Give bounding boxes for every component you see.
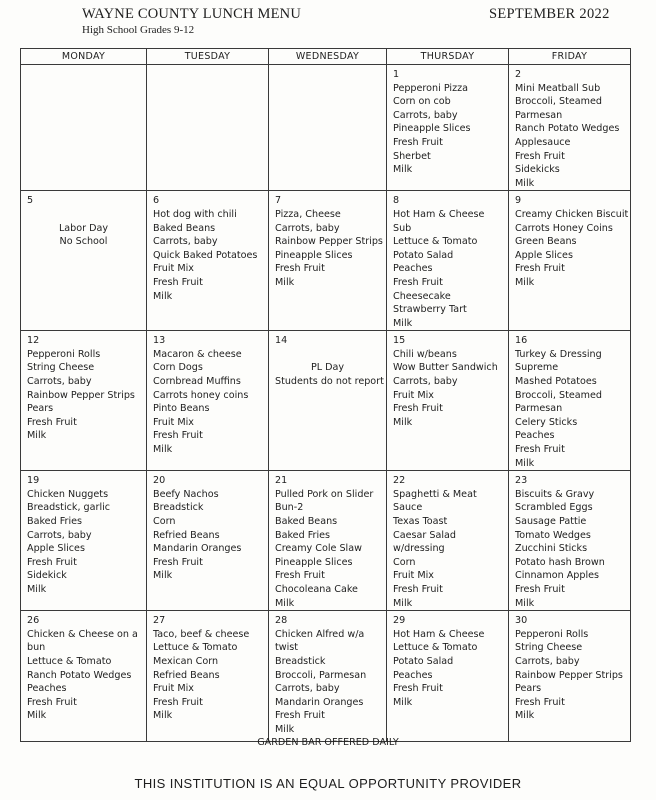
menu-item: Fresh Fruit — [393, 583, 443, 595]
day-cell — [147, 611, 269, 742]
menu-item: Milk — [275, 723, 295, 735]
menu-item: Tomato Wedges — [515, 529, 591, 541]
menu-item: Mandarin Oranges — [275, 696, 364, 708]
menu-item: Hot dog with chili — [153, 208, 237, 220]
week-row — [21, 471, 631, 611]
menu-title: WAYNE COUNTY LUNCH MENU — [82, 6, 302, 22]
menu-item: Rainbow Pepper Strips — [27, 389, 135, 401]
menu-item: Parmesan — [515, 109, 563, 121]
day-date: 27 — [153, 615, 166, 627]
menu-item: Pineapple Slices — [275, 249, 353, 261]
menu-item: Students do not report — [275, 376, 384, 388]
menu-item: Milk — [515, 710, 535, 722]
menu-item: Pulled Pork on Slider — [275, 488, 374, 500]
menu-item: Fresh Fruit — [393, 276, 443, 288]
menu-item: Caesar Salad — [393, 529, 456, 541]
menu-item: Peaches — [393, 669, 433, 681]
menu-item: Milk — [27, 583, 47, 595]
menu-item: Sidekicks — [515, 164, 560, 176]
menu-item: Creamy Cole Slaw — [275, 543, 362, 555]
day-date: 28 — [275, 615, 288, 627]
day-cell — [269, 191, 387, 331]
menu-item: Refried Beans — [153, 669, 220, 681]
menu-item: Baked Fries — [275, 529, 331, 541]
week-row — [21, 65, 631, 191]
menu-item: Labor Day — [58, 222, 109, 234]
menu-item: Biscuits & Gravy — [515, 488, 595, 500]
day-cell — [269, 611, 387, 742]
menu-item: Milk — [393, 597, 413, 609]
menu-item — [275, 348, 386, 362]
menu-item: Fresh Fruit — [27, 416, 77, 428]
menu-item: Milk — [275, 597, 295, 609]
menu-item: Ranch Potato Wedges — [27, 669, 132, 681]
menu-item: Corn on cob — [393, 96, 451, 108]
menu-item: Lettuce & Tomato — [153, 642, 238, 654]
equal-opportunity-footer: THIS INSTITUTION IS AN EQUAL OPPORTUNITY PROVIDER — [134, 776, 522, 791]
menu-item: Fresh Fruit — [153, 276, 203, 288]
menu-item: Parmesan — [515, 403, 563, 415]
day-date: 16 — [515, 335, 528, 347]
menu-item: Broccoli, Steamed — [515, 96, 603, 108]
menu-item: Milk — [515, 276, 535, 288]
menu-item: Quick Baked Potatoes — [153, 249, 258, 261]
day-date: 30 — [515, 615, 528, 627]
menu-item: Fresh Fruit — [27, 696, 77, 708]
menu-item: Fresh Fruit — [393, 136, 443, 148]
menu-item: Milk — [515, 597, 535, 609]
menu-item: Chicken Nuggets — [27, 488, 109, 500]
day-cell — [147, 191, 269, 331]
menu-item: Zucchini Sticks — [515, 543, 588, 555]
menu-item: Potato hash Brown — [515, 556, 605, 568]
menu-item: Carrots, baby — [27, 376, 92, 388]
day-header-tuesday: TUESDAY — [147, 49, 269, 65]
menu-item: String Cheese — [27, 362, 95, 374]
menu-item: Pinto Beans — [153, 403, 210, 415]
day-header-row — [21, 49, 631, 65]
menu-item: Refried Beans — [153, 529, 220, 541]
menu-item: Chicken & Cheese on a — [27, 628, 138, 640]
menu-item: Carrots, baby — [515, 655, 580, 667]
day-date — [153, 68, 268, 82]
menu-item: Carrots, baby — [275, 683, 340, 695]
menu-item: Chili w/beans — [393, 348, 457, 360]
day-cell — [509, 471, 631, 611]
menu-item: Breadstick — [275, 655, 326, 667]
menu-item: Chocoleana Cake — [275, 583, 358, 595]
menu-item: Fresh Fruit — [515, 263, 565, 275]
day-date — [275, 68, 386, 82]
menu-item: Strawberry Tart — [393, 304, 467, 316]
day-header-wednesday: WEDNESDAY — [269, 49, 387, 65]
menu-item: Mexican Corn — [153, 655, 219, 667]
menu-item: Cornbread Muffins — [153, 376, 241, 388]
menu-item: Milk — [393, 416, 413, 428]
day-date: 14 — [275, 335, 288, 347]
menu-item: Milk — [515, 177, 535, 189]
menu-item: Spaghetti & Meat — [393, 488, 477, 500]
menu-item: Carrots, baby — [27, 529, 92, 541]
menu-item: Peaches — [27, 683, 67, 695]
menu-item: Fresh Fruit — [393, 403, 443, 415]
menu-item: Beefy Nachos — [153, 488, 219, 500]
menu-item: Apple Slices — [27, 543, 85, 555]
day-date: 7 — [275, 195, 282, 207]
day-cell — [509, 331, 631, 471]
day-cell — [21, 611, 147, 742]
menu-item: Cheesecake — [393, 290, 451, 302]
menu-item: Taco, beef & cheese — [153, 628, 250, 640]
menu-item: Fruit Mix — [153, 263, 194, 275]
menu-item: Sidekick — [27, 570, 67, 582]
menu-item: Fresh Fruit — [515, 583, 565, 595]
menu-item: Baked Beans — [153, 222, 216, 234]
menu-item: Macaron & cheese — [153, 348, 242, 360]
week-row — [21, 331, 631, 471]
day-cell — [509, 611, 631, 742]
menu-item: Pineapple Slices — [275, 556, 353, 568]
day-header-thursday: THURSDAY — [387, 49, 509, 65]
menu-item: Hot Ham & Cheese — [393, 208, 485, 220]
menu-item: Fruit Mix — [393, 389, 434, 401]
menu-item: Fresh Fruit — [515, 444, 565, 456]
menu-item: Potato Salad — [393, 655, 454, 667]
menu-item: Baked Beans — [275, 516, 338, 527]
menu-item: Baked Fries — [27, 516, 83, 527]
day-cell — [269, 471, 387, 611]
menu-item: Hot Ham & Cheese — [393, 628, 485, 640]
menu-item: Fresh Fruit — [153, 556, 203, 568]
menu-item: Green Beans — [515, 236, 577, 248]
menu-item: Milk — [27, 710, 47, 722]
menu-item: Pineapple Slices — [393, 123, 471, 135]
day-date: 6 — [153, 195, 160, 207]
day-cell — [21, 471, 147, 611]
menu-item: PL Day — [310, 362, 345, 374]
day-date: 21 — [275, 475, 288, 487]
menu-item: Pears — [27, 403, 54, 415]
day-date: 1 — [393, 69, 400, 80]
menu-item: Cinnamon Apples — [515, 570, 600, 582]
day-date: 29 — [393, 615, 406, 627]
menu-item: Fruit Mix — [153, 416, 194, 428]
menu-item: Lettuce & Tomato — [27, 655, 112, 667]
menu-item: Fresh Fruit — [153, 696, 203, 708]
menu-item: Potato Salad — [393, 249, 454, 261]
day-cell — [387, 331, 509, 471]
day-cell — [387, 191, 509, 331]
menu-item: Broccoli, Steamed — [515, 389, 603, 401]
menu-item: Carrots, baby — [393, 376, 458, 388]
menu-item: Sherbet — [393, 150, 431, 162]
menu-item: Fresh Fruit — [153, 430, 203, 442]
day-date: 5 — [27, 195, 34, 207]
menu-item: Milk — [515, 457, 535, 469]
menu-item: Corn — [393, 556, 416, 568]
menu-item: Breadstick, garlic — [27, 502, 111, 514]
menu-item: Milk — [275, 276, 295, 288]
menu-item: Chicken Alfred w/a — [275, 628, 365, 640]
menu-item: Fruit Mix — [153, 683, 194, 695]
menu-item: Milk — [153, 710, 173, 722]
menu-item: Milk — [393, 696, 413, 708]
menu-item: Rainbow Pepper Strips — [515, 669, 623, 681]
menu-calendar — [20, 48, 631, 742]
menu-item: Supreme — [515, 362, 559, 374]
menu-item: twist — [275, 642, 299, 654]
day-cell — [21, 331, 147, 471]
menu-item: Pepperoni Pizza — [393, 82, 469, 94]
menu-item: Peaches — [515, 430, 555, 442]
day-header-monday: MONDAY — [21, 49, 147, 65]
menu-item: Carrots, baby — [153, 236, 218, 248]
day-cell — [147, 331, 269, 471]
week-row — [21, 191, 631, 331]
day-date: 19 — [27, 475, 40, 487]
menu-item: Carrots Honey Coins — [515, 222, 613, 234]
menu-item: Creamy Chicken Biscuit — [515, 208, 629, 220]
menu-item: Applesauce — [515, 136, 571, 148]
menu-item: Apple Slices — [515, 249, 573, 261]
menu-item: Milk — [153, 290, 173, 302]
menu-item: Carrots, baby — [275, 222, 340, 234]
menu-item: Lettuce & Tomato — [393, 236, 478, 248]
menu-item: Milk — [393, 317, 413, 329]
menu-item: Rainbow Pepper Strips — [275, 236, 383, 248]
day-cell — [509, 191, 631, 331]
menu-month: SEPTEMBER 2022 — [489, 6, 610, 22]
menu-item: Pears — [515, 683, 542, 695]
menu-item: Pizza, Cheese — [275, 208, 341, 220]
menu-item: Texas Toast — [393, 516, 448, 527]
menu-item: Celery Sticks — [515, 416, 578, 428]
menu-item: Milk — [153, 570, 173, 582]
menu-item: Wow Butter Sandwich — [393, 362, 498, 374]
menu-item: Milk — [27, 430, 47, 442]
menu-item: Carrots honey coins — [153, 389, 249, 401]
menu-item: Carrots, baby — [393, 109, 458, 121]
menu-item: Fresh Fruit — [515, 696, 565, 708]
menu-item: Ranch Potato Wedges — [515, 123, 620, 135]
menu-item: Corn Dogs — [153, 362, 203, 374]
menu-item: Lettuce & Tomato — [393, 642, 478, 654]
day-date: 26 — [27, 615, 40, 627]
menu-item: Broccoli, Parmesan — [275, 669, 367, 681]
menu-item: Sausage Pattie — [515, 516, 587, 527]
day-date: 2 — [515, 69, 522, 80]
menu-subtitle: High School Grades 9-12 — [82, 24, 195, 36]
menu-item: Fresh Fruit — [27, 556, 77, 568]
menu-item: Fresh Fruit — [275, 570, 325, 582]
menu-item: Mashed Potatoes — [515, 376, 597, 388]
menu-item: Turkey & Dressing — [515, 348, 602, 360]
day-date — [27, 68, 146, 82]
menu-item: w/dressing — [393, 543, 445, 555]
day-cell — [21, 191, 147, 331]
day-cell — [147, 471, 269, 611]
day-date: 15 — [393, 335, 406, 347]
menu-item: Mini Meatball Sub — [515, 82, 601, 94]
menu-item: String Cheese — [515, 642, 583, 654]
menu-item: Fresh Fruit — [275, 710, 325, 722]
day-cell — [269, 65, 387, 191]
day-date: 23 — [515, 475, 528, 487]
week-row — [21, 611, 631, 742]
menu-item: Corn — [153, 516, 176, 527]
day-date: 9 — [515, 195, 522, 207]
menu-item: Fruit Mix — [393, 570, 434, 582]
day-cell — [387, 611, 509, 742]
day-date: 20 — [153, 475, 166, 487]
day-cell — [387, 65, 509, 191]
menu-item: Milk — [393, 164, 413, 176]
garden-bar-note: GARDEN BAR OFFERED DAILY — [257, 737, 399, 748]
menu-item: Mandarin Oranges — [153, 543, 242, 555]
menu-item: Sub — [393, 222, 412, 234]
menu-item: Pepperoni Rolls — [27, 348, 101, 360]
day-date: 8 — [393, 195, 400, 207]
menu-item: Breadstick — [153, 502, 204, 514]
menu-item — [27, 208, 146, 222]
day-cell — [147, 65, 269, 191]
menu-item: Fresh Fruit — [515, 150, 565, 162]
menu-item: Peaches — [393, 263, 433, 275]
day-date: 22 — [393, 475, 406, 487]
menu-item: Bun-2 — [275, 502, 304, 514]
day-date: 13 — [153, 335, 166, 347]
menu-item: No School — [59, 236, 108, 248]
menu-item: bun — [27, 642, 46, 654]
day-cell — [21, 65, 147, 191]
menu-item: Scrambled Eggs — [515, 502, 593, 514]
day-cell — [509, 65, 631, 191]
menu-item: Fresh Fruit — [393, 683, 443, 695]
menu-item: Sauce — [393, 502, 423, 514]
day-cell — [269, 331, 387, 471]
menu-item: Milk — [153, 444, 173, 456]
menu-item: Fresh Fruit — [275, 263, 325, 275]
day-cell — [387, 471, 509, 611]
menu-item: Pepperoni Rolls — [515, 628, 589, 640]
day-date: 12 — [27, 335, 40, 347]
day-header-friday: FRIDAY — [509, 49, 631, 65]
